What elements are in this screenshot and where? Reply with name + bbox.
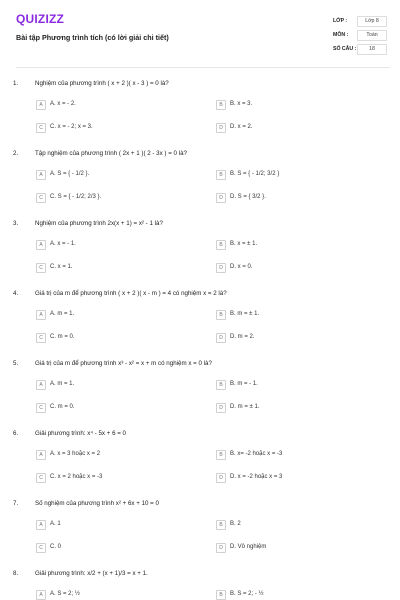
- question-number: 1.: [13, 80, 19, 87]
- option-letter-box[interactable]: C: [36, 333, 46, 343]
- option-text: B. m = - 1.: [230, 381, 258, 387]
- option-text: D. x = -2 hoặc x = 3: [230, 474, 283, 480]
- question-4: [0, 290, 400, 360]
- option-letter-box[interactable]: D: [216, 543, 226, 553]
- question-3: [0, 220, 400, 290]
- option-text: B. 2: [230, 521, 241, 527]
- question-1: [0, 80, 400, 150]
- question-text: Nghiệm của phương trình 2x(x + 1) = x² - 1 là?: [35, 220, 163, 227]
- option-letter-box[interactable]: B: [216, 170, 226, 180]
- option-letter-box[interactable]: A: [36, 240, 46, 250]
- option-letter-box[interactable]: C: [36, 123, 46, 133]
- question-number: 5.: [13, 360, 19, 367]
- option-text: D. m = ± 1.: [230, 404, 260, 410]
- option-letter-box[interactable]: C: [36, 193, 46, 203]
- meta-grade: [333, 16, 391, 27]
- question-text: Giá trị của m để phương trình ( x + 2 )( x - m ) = 4 có nghiệm x = 2 là?: [35, 290, 227, 297]
- option-text: B. m = ± 1.: [230, 311, 260, 317]
- option-text: A. x = 3 hoặc x = 2: [50, 451, 101, 457]
- option-letter-box[interactable]: D: [216, 263, 226, 273]
- question-number: 4.: [13, 290, 19, 297]
- question-5: [0, 360, 400, 430]
- option-letter-box[interactable]: C: [36, 263, 46, 273]
- option-letter-box[interactable]: B: [216, 380, 226, 390]
- question-number: 2.: [13, 150, 19, 157]
- option-letter-box[interactable]: A: [36, 450, 46, 460]
- question-text: Giải phương trình: x/2 + (x + 1)/3 = x + 1.: [35, 570, 148, 577]
- option-text: C. x = - 2; x = 3.: [50, 124, 93, 130]
- option-text: A. 1: [50, 521, 61, 527]
- option-text: D. x = 2.: [230, 124, 253, 130]
- question-2: [0, 150, 400, 220]
- option-letter-box[interactable]: A: [36, 380, 46, 390]
- question-text: Giá trị của m để phương trình x³ - x² = x + m có nghiệm x = 0 là?: [35, 360, 212, 367]
- worksheet-title: Bài tập Phương trình tích (có lời giải chi tiết): [16, 33, 169, 42]
- meta-label: SỐ CÂU :: [333, 46, 357, 52]
- option-letter-box[interactable]: A: [36, 590, 46, 600]
- meta-subject: [333, 30, 391, 41]
- option-text: D. x = 0.: [230, 264, 253, 270]
- question-number: 8.: [13, 570, 19, 577]
- option-text: A. S = 2; ½: [50, 591, 80, 597]
- option-letter-box[interactable]: B: [216, 240, 226, 250]
- option-text: A. x = - 2.: [50, 101, 76, 107]
- option-text: B. x = ± 1.: [230, 241, 258, 247]
- option-letter-box[interactable]: D: [216, 123, 226, 133]
- option-text: B. S = { - 1/2; 3/2 }: [230, 171, 280, 177]
- option-text: D. Vô nghiệm: [230, 544, 267, 550]
- option-letter-box[interactable]: A: [36, 520, 46, 530]
- meta-label: MÔN :: [333, 32, 349, 38]
- question-6: [0, 430, 400, 500]
- meta-value: Lớp 8: [357, 16, 387, 27]
- option-text: A. x = - 1.: [50, 241, 76, 247]
- option-letter-box[interactable]: C: [36, 473, 46, 483]
- option-letter-box[interactable]: B: [216, 100, 226, 110]
- question-text: Số nghiệm của phương trình x² + 6x + 10 = 0: [35, 500, 159, 507]
- option-letter-box[interactable]: B: [216, 590, 226, 600]
- option-letter-box[interactable]: C: [36, 403, 46, 413]
- option-text: D. m = 2.: [230, 334, 255, 340]
- question-number: 6.: [13, 430, 19, 437]
- option-text: A. m = 1.: [50, 381, 75, 387]
- option-letter-box[interactable]: D: [216, 333, 226, 343]
- header-divider: [16, 67, 390, 68]
- meta-label: LỚP :: [333, 18, 348, 24]
- option-text: B. x= -2 hoặc x = -3: [230, 451, 283, 457]
- option-text: A. S = { - 1/2 }.: [50, 171, 90, 177]
- option-letter-box[interactable]: D: [216, 473, 226, 483]
- option-letter-box[interactable]: A: [36, 310, 46, 320]
- option-letter-box[interactable]: D: [216, 403, 226, 413]
- question-text: Tập nghiệm của phương trình ( 2x + 1 )( 2 - 3x ) = 0 là?: [35, 150, 187, 157]
- option-text: C. x = 2 hoặc x = -3: [50, 474, 103, 480]
- question-number: 3.: [13, 220, 19, 227]
- option-letter-box[interactable]: A: [36, 100, 46, 110]
- option-text: A. m = 1.: [50, 311, 75, 317]
- worksheet-header: [0, 0, 400, 64]
- option-letter-box[interactable]: B: [216, 310, 226, 320]
- option-text: C. m = 0.: [50, 334, 75, 340]
- option-text: D. S = { 3/2 }.: [230, 194, 266, 200]
- option-letter-box[interactable]: B: [216, 520, 226, 530]
- question-8: [0, 570, 400, 600]
- option-text: C. x = 1.: [50, 264, 73, 270]
- option-text: C. m = 0.: [50, 404, 75, 410]
- question-number: 7.: [13, 500, 19, 507]
- meta-value: Toán: [357, 30, 387, 41]
- option-letter-box[interactable]: B: [216, 450, 226, 460]
- option-text: B. S = 2; - ½: [230, 591, 264, 597]
- option-letter-box[interactable]: D: [216, 193, 226, 203]
- option-letter-box[interactable]: A: [36, 170, 46, 180]
- question-text: Nghiệm của phương trình ( x + 2 )( x - 3 ) = 0 là?: [35, 80, 169, 87]
- option-letter-box[interactable]: C: [36, 543, 46, 553]
- question-text: Giải phương trình: x⁴ - 5x + 6 = 0: [35, 430, 126, 437]
- meta-question-count: [333, 44, 391, 55]
- option-text: B. x = 3.: [230, 101, 253, 107]
- quizizz-logo: QUIZIZZ: [16, 12, 65, 26]
- meta-value: 18: [357, 44, 387, 55]
- option-text: C. S = { - 1/2; 2/3 }.: [50, 194, 102, 200]
- question-7: [0, 500, 400, 570]
- option-text: C. 0: [50, 544, 62, 550]
